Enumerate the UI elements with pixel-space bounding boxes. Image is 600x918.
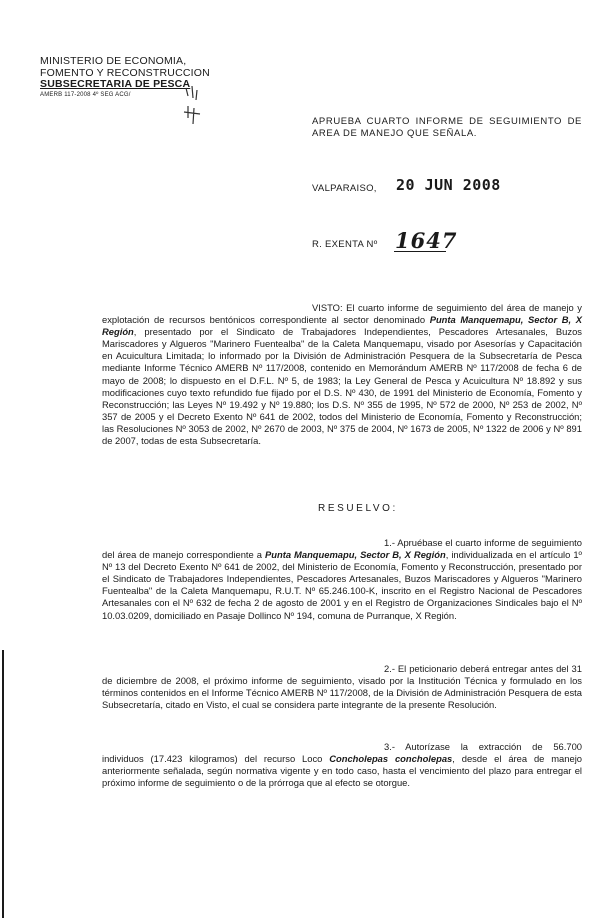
reference-code: AMERB 117-2008 4º SEG ACG/ [40,91,131,98]
visto-paragraph: VISTO: El cuarto informe de seguimiento del área de manejo y explotación de recursos bentónicos correspondiente al sector denominado Punta Manquemapu, Sector B, X Región, presentado por el Sindicato de Trabajadores Independientes, Pescadores Artesanales, Buzos Mariscadores y Algueros "Marinero Fuentealba" de la Caleta Manquemapu, visado por Asesorías y Capacitación en Acuicultura Limitada; lo informado por la División de Administración Pesquera de la Subsecretaría de Pesca mediante Informe Técnico AMERB Nº 117/2008, contenido en Memorándum AMERB Nº 117/2008 de fecha 6 de mayo de 2008; lo dispuesto en el D.F.L. Nº 5, de 1983; la Ley General de Pesca y Acuicultura Nº 18.892 y sus modificaciones cuyo texto refundido fue fijado por el D.S. Nº 430, de 1991 del Ministerio de Economía, Fomento y Reconstrucción; las Leyes Nº 19.492 y Nº 19.880; los D.S. Nº 355 de 1995, Nº 572 de 2000, Nº 253 de 2002, Nº 357 de 2005 y el Decreto Exento Nº 641 de 2002, todos del Ministerio de Economía, Fomento y Reconstrucción; las Resoluciones Nº 3053 de 2002, Nº 2670 de 2003, Nº 375 de 2004, Nº 1673 de 2005, Nº 1322 de 2006 y Nº 891 de 2007, todas de esta Subsecretaría. [102,302,582,447]
article-2: 2.- El peticionario deberá entregar antes del 31 de diciembre de 2008, el próximo informe de seguimiento, visado por la Institución Técnica y formulado en los términos contenidos en el Informe Técnico AMERB Nº 117/2008, de la División de Administración Pesquera de esta Subsecretaría, citado en Visto, el cual se considera parte integrante de la presente Resolución. [102,663,582,711]
scan-margin-line [2,650,4,918]
resolution-number: 1647 [395,228,458,253]
handwritten-mark-icon [180,84,206,134]
article-1-sector-name: Punta Manquemapu, Sector B, X Región [264,549,446,561]
resolution-subject: APRUEBA CUARTO INFORME DE SEGUIMIENTO DE AREA DE MANEJO QUE SEÑALA. [312,116,582,139]
ministry-line-1: MINISTERIO DE ECONOMIA, [40,55,187,67]
article-3-species-name: Concholepas concholepas [329,753,453,765]
resolution-label: R. EXENTA Nº [312,239,378,250]
subsecretaria-line: SUBSECRETARIA DE PESCA [40,78,191,90]
ministry-line-2: FOMENTO Y RECONSTRUCCION [40,66,210,79]
article-1: 1.- Apruébase el cuarto informe de seguimiento del área de manejo correspondiente a Punta Manquemapu, Sector B, X Región, individualizada en el artículo 1º Nº 13 del Decreto Exento Nº 641 de 2002, del Ministerio de Economía, Fomento y Reconstrucción, presentado por el Sindicato de Trabajadores Independientes, Pescadores Artesanales, Buzos Mariscadores y Algueros "Marinero Fuentealba" de la Caleta Manquemapu, R.U.T. Nº 65.246.100-K, inscrito en el Registro Nacional de Pescadores Artesanales con el Nº 632 de fecha 2 de agosto de 2001 y en el Registro de Organizaciones Sindicales bajo el Nº 10.03.0209, domiciliado en Pasaje Dollinco Nº 194, comuna de Purranque, X Región. [102,537,582,621]
visto-sector-name: Punta Manquemapu, Sector B, X Región [102,314,582,338]
date-stamp: 20 JUN 2008 [396,176,501,194]
place-city: VALPARAISO, [312,183,377,194]
resuelvo-heading: RESUELVO: [318,503,398,514]
resolution-underline [394,251,446,252]
article-3: 3.- Autorízase la extracción de 56.700 individuos (17.423 kilogramos) del recurso Loco Concholepas concholepas, desde el área de manejo anteriormente señalada, según normativa vigente y en todo caso, hasta el vencimiento del plazo para entregar el próximo informe de seguimiento o de la prórroga que al efecto se otorgue. [102,741,582,789]
